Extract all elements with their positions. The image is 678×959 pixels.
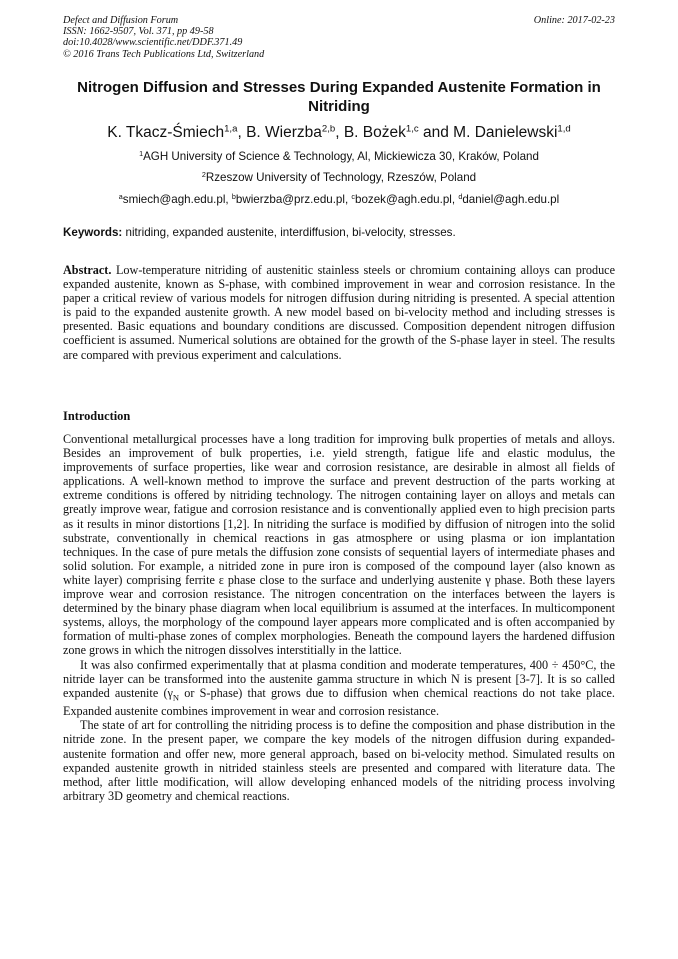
email-link[interactable]: smiech@agh.edu.pl — [122, 193, 226, 206]
email-mark: d — [458, 192, 463, 202]
author-list — [30, 124, 648, 142]
affiliation-mark: 1 — [139, 149, 144, 159]
author-affiliation-mark: 1,d — [557, 123, 571, 135]
author-name: M. Danielewski — [453, 124, 558, 141]
author-conjunction: and — [418, 124, 454, 141]
keywords-label: Keywords: — [63, 226, 123, 239]
online-date: Online: 2017-02-23 — [533, 15, 615, 26]
affiliation-mark: 2 — [201, 170, 206, 180]
author-name: K. Tkacz-Śmiech — [107, 124, 225, 141]
paragraph: Conventional metallurgical processes have a long tradition for improving bulk properties of metals and alloys. Besides an improvement of bulk properties, i.e. yield strength, fatigue life and elastic modulus, the improvements of surface properties, like wear and corrosion resistance, are desirable in almost all fields of applications. A well-known method to improve the surface and prevent destruction of the parts working at extreme conditions is offered by nitriding technology. The nitrogen containing layer on alloys and metals can greatly improve wear, fatigue and corrosion resistance and is conventionally applied even to high precision parts as it results in minor distortions [1,2]. In nitriding the surface is modified by diffusion of nitrogen into the solid substrate, conventionally in chemical reactions in gas atmosphere or using plasma or ion implantation techniques. In the case of pure metals the diffusion zone consists of sequential layers of intermediate phases and solid solution. For example, a nitrided zone in pure iron is composed of the compound layer (also known as white layer) comprising ferrite ε phase close to the surface and underlying austenite γ phase. Both these layers improve wear and corrosion resistance. The nitrogen concentration on the interfaces between the layers is determined by the binary phase diagram when local equilibrium is assumed at the interfaces. In multicomponent systems, alloys, the morphology of the compound layer appears more complicated and is often accompanied by formation of multi-phase zones of complex morphologies. Beneath the compound layers the hardened diffusion zone grows in which the nitrogen dissolves interstitially in the lattice. — [63, 432, 615, 658]
doi-line: doi:10.4028/www.scientific.net/DDF.371.49 — [63, 37, 243, 49]
affiliation — [30, 171, 648, 185]
author-separator: , — [237, 124, 247, 141]
author-affiliation-mark: 2,b — [321, 123, 336, 135]
email-link[interactable]: daniel@agh.edu.pl — [462, 193, 560, 206]
abstract-paragraph — [63, 263, 615, 362]
author-name: B. Bożek — [343, 124, 406, 141]
author-name: B. Wierzba — [246, 124, 322, 141]
paper-title: Nitrogen Diffusion and Stresses During Expanded Austenite Formation in Nitriding — [77, 79, 601, 115]
email-link[interactable]: bozek@agh.edu.pl — [355, 193, 452, 206]
paragraph-text: or S-phase) that grows due to diffusion when chemical reactions do not take place. Expanded austenite combines improvement in wear and corrosion resistance. — [63, 685, 615, 719]
copyright-line: © 2016 Trans Tech Publications Ltd, Switzerland — [63, 48, 265, 60]
introduction-body — [63, 432, 615, 803]
keywords-text: nitriding, expanded austenite, interdiffusion, bi-velocity, stresses. — [125, 226, 456, 239]
email-link[interactable]: bwierzba@prz.edu.pl — [235, 193, 345, 206]
email-list: $^a$smiech@agh.edu.pl, $^b$bwierzba@prz.edu.pl, $^c$bozek@agh.edu.pl, $^d$daniel@agh.edu.pl — [118, 192, 560, 206]
issn-line: ISSN: 1662-9507, Vol. 371, pp 49-58 — [63, 26, 214, 38]
subscript: N — [172, 692, 180, 703]
keywords-line — [63, 226, 615, 240]
email-mark: b — [231, 192, 236, 202]
author-affiliation-mark: 1,c — [405, 123, 419, 135]
author-affiliation-mark: 1,a — [224, 123, 238, 135]
paragraph — [63, 658, 615, 719]
paragraph-text: It was also confirmed experimentally that at plasma condition and moderate temperatures, 400 ÷ 450°C, the nitride layer can be transformed into the austenite gamma structure in which N is present [3-7]. It is so called expanded austenite (γ — [63, 657, 615, 700]
email-mark: a — [118, 192, 123, 202]
journal-header — [63, 15, 264, 60]
email-mark: c — [351, 192, 356, 202]
affiliation-text: AGH University of Science & Technology, Al, Mickiewicza 30, Kraków, Poland — [143, 150, 539, 163]
abstract-label: Abstract. — [63, 263, 112, 277]
affiliation — [30, 150, 648, 164]
journal-name: Defect and Diffusion Forum — [63, 15, 179, 26]
paragraph: The state of art for controlling the nitriding process is to define the composition and phase distribution in the nitride zone. In the present paper, we compare the key models of the nitrogen diffusion during expanded-austenite formation and offer new, more general approach, based on bi-velocity method. Simulated results on expanded austenite growth in nitrided stainless steels are presented and compared with literature data. The method, after little modification, will allow developing enhanced models of the nitriding process involving arbitrary 3D geometry and chemical reactions. — [63, 718, 615, 803]
author-separator: , — [335, 124, 344, 141]
affiliation-text: Rzeszow University of Technology, Rzeszów, Poland — [205, 171, 477, 184]
section-heading-introduction: Introduction — [63, 409, 131, 423]
abstract-text: Low-temperature nitriding of austenitic stainless steels or chromium containing alloys can produce expanded austenite, known as S-phase, with combined improvement in wear and corrosion resistance. In the paper a critical review of various models for nitrogen diffusion during nitriding is presented. A special attention is paid to the expanded austenite growth. A new model based on bi-velocity method and including stresses is presented. Basic equations and boundary conditions are discussed. Composition dependent nitrogen diffusion coefficient is assumed. Numerical solutions are obtained for the growth of the S-phase layer in steel. The results are compared with previous experiment and calculations. — [63, 263, 616, 362]
